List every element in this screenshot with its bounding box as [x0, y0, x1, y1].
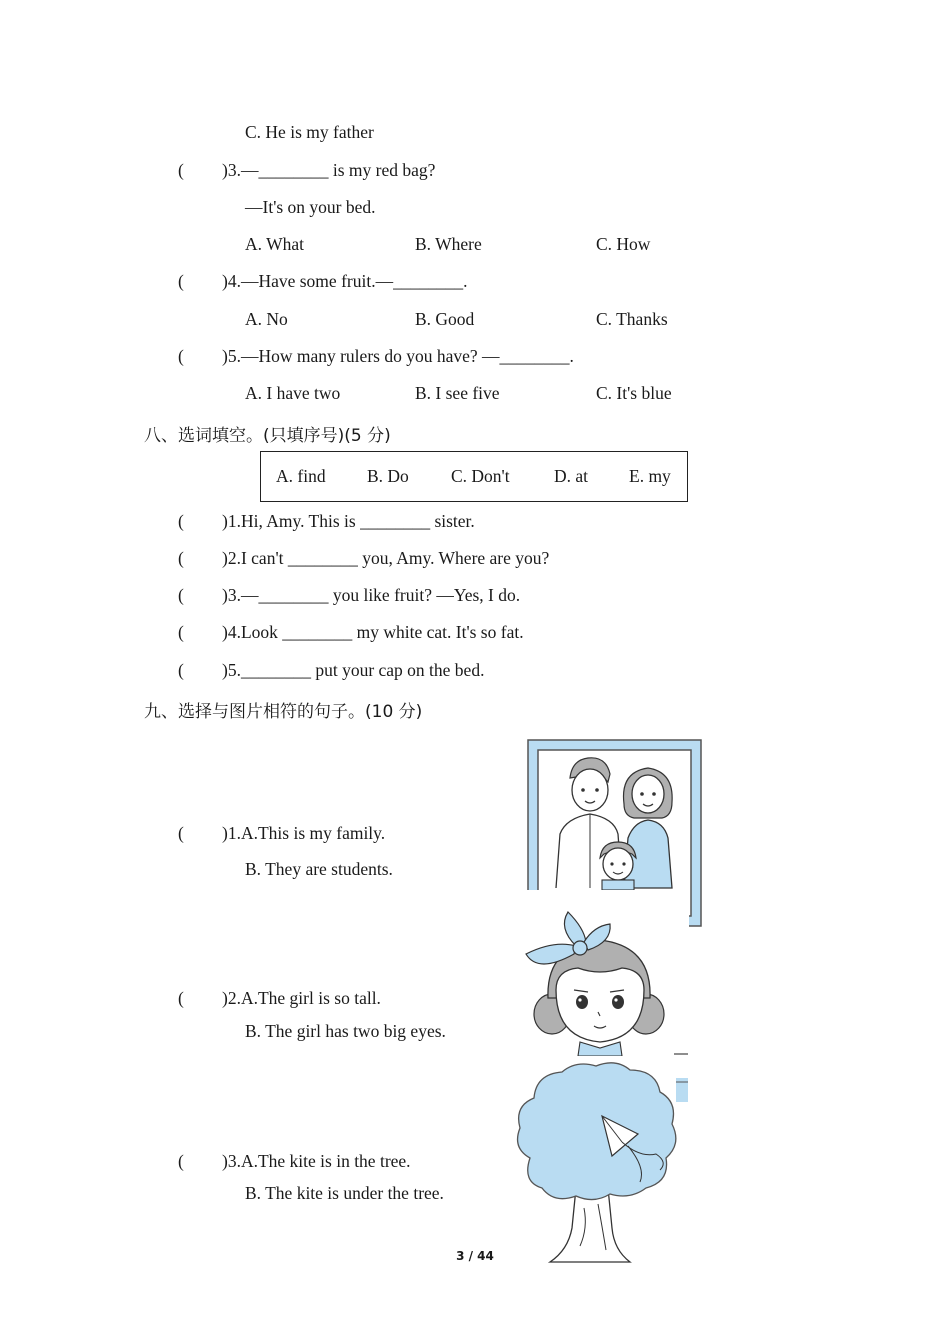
answer-paren[interactable]: ( — [178, 585, 184, 605]
q3-reply: —It's on your bed. — [245, 197, 376, 217]
picture-question-option-a: )3.A.The kite is in the tree. — [222, 1151, 411, 1171]
q5-stem: )5.—How many rulers do you have? —________. — [222, 346, 574, 366]
q3-option-c: C. How — [596, 234, 651, 254]
word-option: D. at — [554, 466, 589, 486]
picture-question-option-b: B. The girl has two big eyes. — [245, 1021, 446, 1041]
word-option: E. my — [629, 466, 671, 486]
answer-paren[interactable]: ( — [178, 160, 184, 180]
q4-option-a: A. No — [245, 309, 288, 329]
word-option: A. find — [276, 466, 326, 486]
q3-option-b: B. Where — [415, 234, 482, 254]
fill-question: )5.________ put your cap on the bed. — [222, 660, 485, 680]
answer-paren[interactable]: ( — [178, 660, 184, 680]
answer-paren[interactable]: ( — [178, 511, 184, 531]
picture-question-option-b: B. The kite is under the tree. — [245, 1183, 444, 1203]
fill-question: )4.Look ________ my white cat. It's so fat. — [222, 622, 524, 642]
family-photo-illustration — [526, 738, 704, 930]
answer-paren[interactable]: ( — [178, 823, 184, 843]
answer-paren[interactable]: ( — [178, 988, 184, 1008]
page-number: 3 / 44 — [456, 1249, 494, 1263]
q4-stem: )4.—Have some fruit.—________. — [222, 271, 468, 291]
q3-stem: )3.—________ is my red bag? — [222, 160, 436, 180]
tree-with-kite-illustration — [510, 1058, 690, 1268]
word-bank-box — [260, 451, 688, 502]
fill-question: )1.Hi, Amy. This is ________ sister. — [222, 511, 475, 531]
fill-question: )3.—________ you like fruit? —Yes, I do. — [222, 585, 521, 605]
answer-paren[interactable]: ( — [178, 622, 184, 642]
word-option: B. Do — [367, 466, 409, 486]
q5-option-c: C. It's blue — [596, 383, 672, 403]
q5-option-a: A. I have two — [245, 383, 341, 403]
q2-option-c: C. He is my father — [245, 122, 374, 142]
q4-option-b: B. Good — [415, 309, 475, 329]
section9-heading: 九、选择与图片相符的句子。(10 分) — [144, 702, 423, 722]
answer-paren[interactable]: ( — [178, 346, 184, 366]
picture-question-option-b: B. They are students. — [245, 859, 393, 879]
word-option: C. Don't — [451, 466, 510, 486]
picture-question-option-a: )1.A.This is my family. — [222, 823, 386, 843]
q5-option-b: B. I see five — [415, 383, 500, 403]
answer-paren[interactable]: ( — [178, 271, 184, 291]
girl-with-bow-illustration — [518, 906, 690, 1056]
q3-option-a: A. What — [245, 234, 304, 254]
picture-question-option-a: )2.A.The girl is so tall. — [222, 988, 381, 1008]
q4-option-c: C. Thanks — [596, 309, 668, 329]
answer-paren[interactable]: ( — [178, 1151, 184, 1171]
section8-heading: 八、选词填空。(只填序号)(5 分) — [144, 426, 391, 446]
fill-question: )2.I can't ________ you, Amy. Where are you? — [222, 548, 550, 568]
answer-paren[interactable]: ( — [178, 548, 184, 568]
